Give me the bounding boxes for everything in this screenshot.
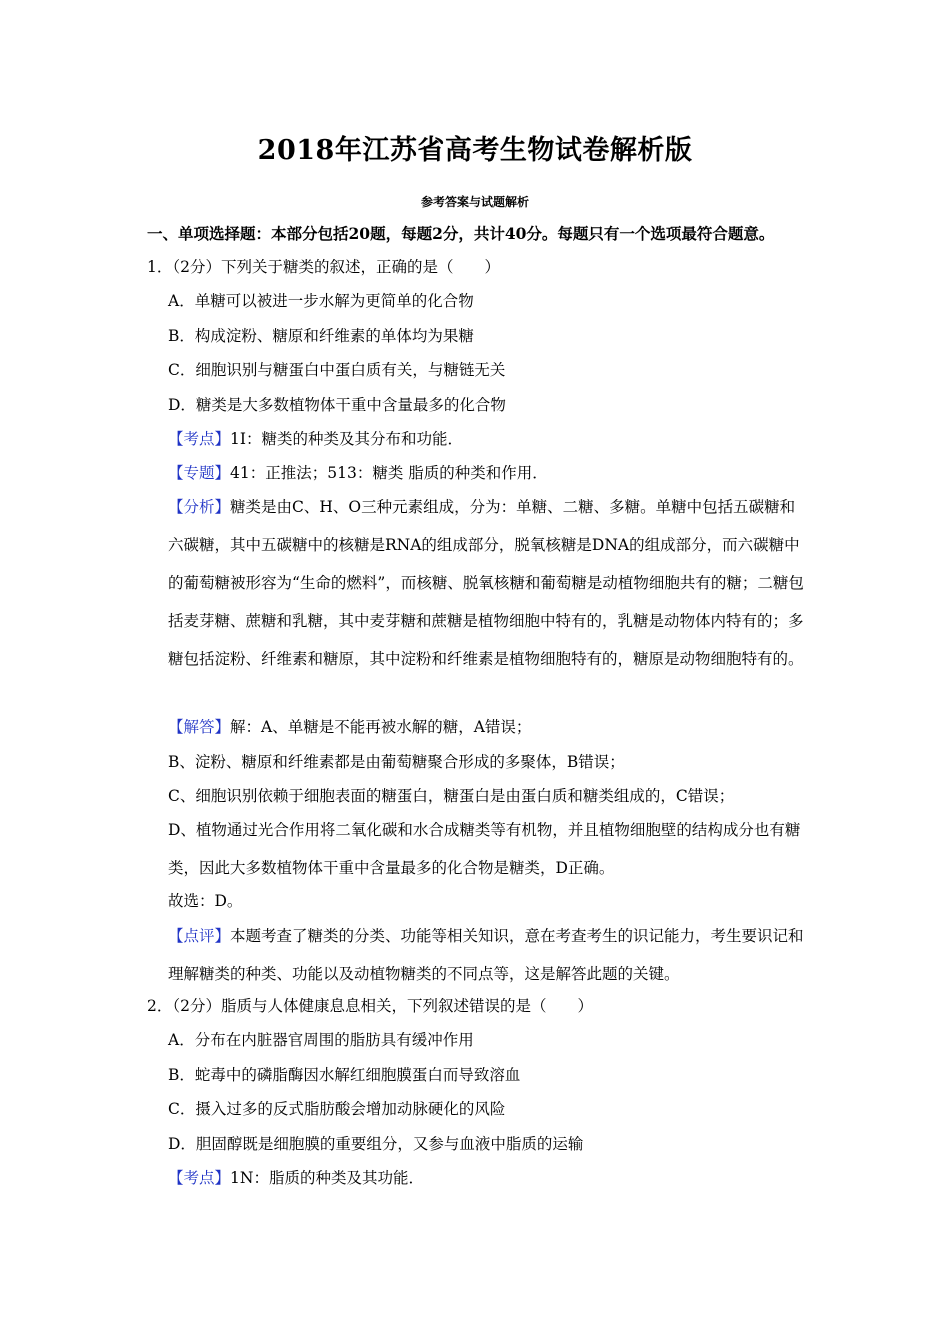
q1-fenxi-tag: 【分析】 [168,498,231,516]
question-1-stem: 1．（2分）下列关于糖类的叙述，正确的是（ ） [147,258,500,276]
q1-jieda-tag: 【解答】 [168,718,231,736]
q1-jieda-line-4: D、植物通过光合作用将二氧化碳和水合成糖类等有机物，并且植物细胞壁的结构成分也有糖类，因此大多数植物体干重中含量最多的化合物是糖类，D正确。 [168,821,801,877]
q2-kaodian [168,1168,424,1188]
question-2-option-a: A．分布在内脏器官周围的脂肪具有缓冲作用 [168,1031,474,1049]
page-title: 2018年江苏省高考生物试卷解析版 [257,135,693,166]
question-1-option-a: A．单糖可以被进一步水解为更简单的化合物 [168,292,474,310]
q1-dianping [168,917,808,993]
question-1-option-b: B．构成淀粉、糖原和纤维素的单体均为果糖 [168,327,474,345]
q2-kaodian-text: 1N：脂质的种类及其功能． [230,1169,424,1187]
q1-kaodian [168,429,463,449]
q1-jieda-line-2: B、淀粉、糖原和纤维素都是由葡萄糖聚合形成的多聚体，B错误； [168,753,625,771]
q2-kaodian-tag: 【考点】 [168,1169,231,1187]
q1-kaodian-text: 1I：糖类的种类及其分布和功能． [230,430,464,448]
section-heading: 一、单项选择题：本部分包括20题，每题2分，共计40分。每题只有一个选项最符合题意。 [147,224,775,243]
question-2-stem: 2．（2分）脂质与人体健康息息相关，下列叙述错误的是（ ） [147,997,593,1015]
q1-jieda [168,717,531,737]
q1-dianping-tag: 【点评】 [168,927,231,945]
question-2-option-d: D．胆固醇既是细胞膜的重要组分，又参与血液中脂质的运输 [168,1135,584,1153]
q1-kaodian-tag: 【考点】 [168,430,231,448]
question-2-option-c: C．摄入过多的反式脂肪酸会增加动脉硬化的风险 [168,1100,506,1118]
question-1-option-d: D．糖类是大多数植物体干重中含量最多的化合物 [168,396,506,414]
q1-jieda-line-5: 故选：D。 [168,892,243,910]
question-2-option-b: B．蛇毒中的磷脂酶因水解红细胞膜蛋白而导致溶血 [168,1066,521,1084]
q1-zhuanti-text: 41：正推法；513：糖类 脂质的种类和作用． [230,464,548,482]
page-subtitle: 参考答案与试题解析 [420,195,529,209]
q1-zhuanti-tag: 【专题】 [168,464,231,482]
q1-fenxi-text: 糖类是由C、H、O三种元素组成，分为：单糖、二糖、多糖。单糖中包括五碳糖和六碳糖，其中五碳糖中的核糖是RNA的组成部分，脱氧核糖是DNA的组成部分，而六碳糖中的葡萄糖被形容为“生命的燃料”，而核糖、脱氧核糖和葡萄糖是动植物细胞共有的糖；二糖包括麦芽糖、蔗糖和乳糖，其中麦芽糖和蔗糖是植物细胞中特有的，乳糖是动物体内特有的；多糖包括淀粉、纤维素和糖原，其中淀粉和纤维素是植物细胞特有的，糖原是动物细胞特有的。 [168,498,804,668]
q1-jieda-line-3: C、细胞识别依赖于细胞表面的糖蛋白，糖蛋白是由蛋白质和糖类组成的，C错误； [168,787,735,805]
q1-dianping-text: 本题考查了糖类的分类、功能等相关知识，意在考查考生的识记能力，考生要识记和理解糖类的种类、功能以及动植物糖类的不同点等，这是解答此题的关键。 [168,927,804,983]
q1-zhuanti [168,463,548,483]
question-1-option-c: C．细胞识别与糖蛋白中蛋白质有关，与糖链无关 [168,361,506,379]
q1-jieda-line-1: 解：A、单糖是不能再被水解的糖，A错误； [230,718,532,736]
q1-fenxi [168,488,808,678]
